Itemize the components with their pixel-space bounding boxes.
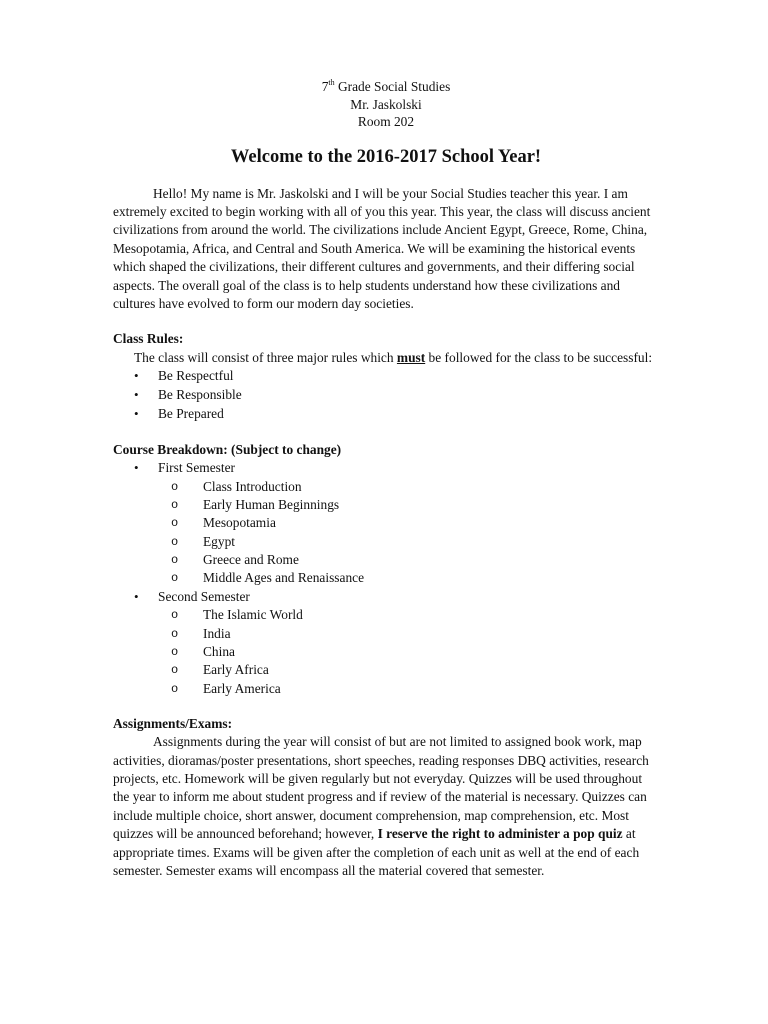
list-item	[158, 496, 659, 514]
topic-label: China	[203, 643, 235, 659]
list-item	[158, 569, 659, 587]
list-item	[158, 661, 659, 679]
sub-bullet-icon: o	[171, 516, 179, 531]
course-line	[113, 78, 659, 96]
list-item	[158, 625, 659, 643]
class-rules-list	[113, 367, 659, 423]
rule-label: Be Respectful	[158, 368, 234, 384]
assignments-text-after: at appropriate times. Exams will be given after the completion of each unit as well at the end of each semester. Semester exams will encompass all the material covered that semester.	[113, 826, 640, 879]
topic-label: Class Introduction	[203, 478, 302, 494]
course-breakdown-list-2	[113, 588, 659, 607]
assignments-paragraph	[113, 733, 659, 880]
class-rules-text-after: be followed for the class to be successful:	[425, 349, 653, 365]
list-item	[158, 606, 659, 624]
list-item	[113, 386, 659, 405]
list-item	[158, 514, 659, 532]
list-item	[113, 405, 659, 424]
topic-label: Early America	[203, 680, 281, 696]
class-rules-heading: Class Rules:	[113, 331, 184, 347]
bullet-icon: •	[134, 386, 139, 402]
grade-number: 7	[321, 79, 329, 94]
bullet-icon: •	[134, 588, 139, 604]
pop-quiz-emphasis: I reserve the right to administer a pop quiz	[377, 826, 623, 842]
topic-label: Egypt	[203, 533, 235, 549]
sub-bullet-icon: o	[171, 663, 179, 678]
document-page	[113, 78, 659, 880]
sub-bullet-icon: o	[171, 498, 179, 513]
sub-bullet-icon: o	[171, 534, 179, 549]
sub-bullet-icon: o	[171, 571, 179, 586]
sub-bullet-icon: o	[171, 608, 179, 623]
class-rules-paragraph	[113, 349, 659, 367]
bullet-icon: •	[134, 459, 139, 475]
list-item	[158, 643, 659, 661]
document-header	[113, 78, 659, 131]
semester-label: First Semester	[158, 459, 235, 475]
topic-label: Early Human Beginnings	[203, 497, 340, 513]
list-item	[158, 533, 659, 551]
course-breakdown-list	[113, 459, 659, 478]
semester-item	[113, 588, 659, 607]
course-name: Grade Social Studies	[334, 79, 451, 94]
sub-bullet-icon: o	[171, 644, 179, 659]
class-rules-text-before: The class will consist of three major rules which	[134, 349, 397, 365]
rule-label: Be Responsible	[158, 386, 242, 402]
assignments-text-before: Assignments during the year will consist of but are not limited to assigned book work, map activities, dioramas/poster presentations, short speeches, reading responses DBQ activities, research projects, etc. Homework will be given regularly but not everyday. Quizzes will be used throughout the year to inform me about student progress and if review of the material is necessary. Quizzes can include multiple choice, short answer, document comprehension, map comprehension, etc. Most quizzes will be announced beforehand; however,	[113, 734, 649, 842]
topic-label: The Islamic World	[203, 607, 303, 623]
bullet-icon: •	[134, 405, 139, 421]
first-semester-topics	[113, 478, 659, 588]
semester-item	[113, 459, 659, 478]
list-item	[158, 478, 659, 496]
grade-suffix: th	[328, 77, 335, 87]
topic-label: Early Africa	[203, 662, 269, 678]
sub-bullet-icon: o	[171, 479, 179, 494]
course-breakdown-heading: Course Breakdown: (Subject to change)	[113, 441, 342, 457]
topic-label: Mesopotamia	[203, 515, 276, 531]
sub-bullet-icon: o	[171, 626, 179, 641]
list-item	[158, 551, 659, 569]
topic-label: Middle Ages and Renaissance	[203, 570, 365, 586]
list-item	[113, 367, 659, 386]
sub-bullet-icon: o	[171, 681, 179, 696]
bullet-icon: •	[134, 368, 139, 384]
assignments-heading: Assignments/Exams:	[113, 715, 233, 731]
class-rules-emphasis: must	[396, 349, 426, 365]
topic-label: India	[203, 625, 231, 641]
list-item	[158, 680, 659, 698]
page-title: Welcome to the 2016-2017 School Year!	[230, 146, 542, 167]
semester-label: Second Semester	[158, 588, 250, 604]
sub-bullet-icon: o	[171, 552, 179, 567]
room-number: Room 202	[357, 114, 415, 129]
topic-label: Greece and Rome	[203, 551, 299, 567]
rule-label: Be Prepared	[158, 405, 224, 421]
second-semester-topics	[113, 606, 659, 697]
teacher-name: Mr. Jaskolski	[350, 96, 422, 112]
intro-paragraph: Hello! My name is Mr. Jaskolski and I will be your Social Studies teacher this year. I am extremely excited to begin working with all of you this year. This year, the class will discuss ancient civilizations from around the world. The civilizations include Ancient Egypt, Greece, Rome, China, Mesopotamia, Africa, and Central and South America. We will be examining the historical events which shaped the civilizations, their different cultures and governments, and their differing social aspects. The overall goal of the class is to help students understand how these civilizations and cultures have evolved to form our modern day societies.	[113, 185, 651, 311]
